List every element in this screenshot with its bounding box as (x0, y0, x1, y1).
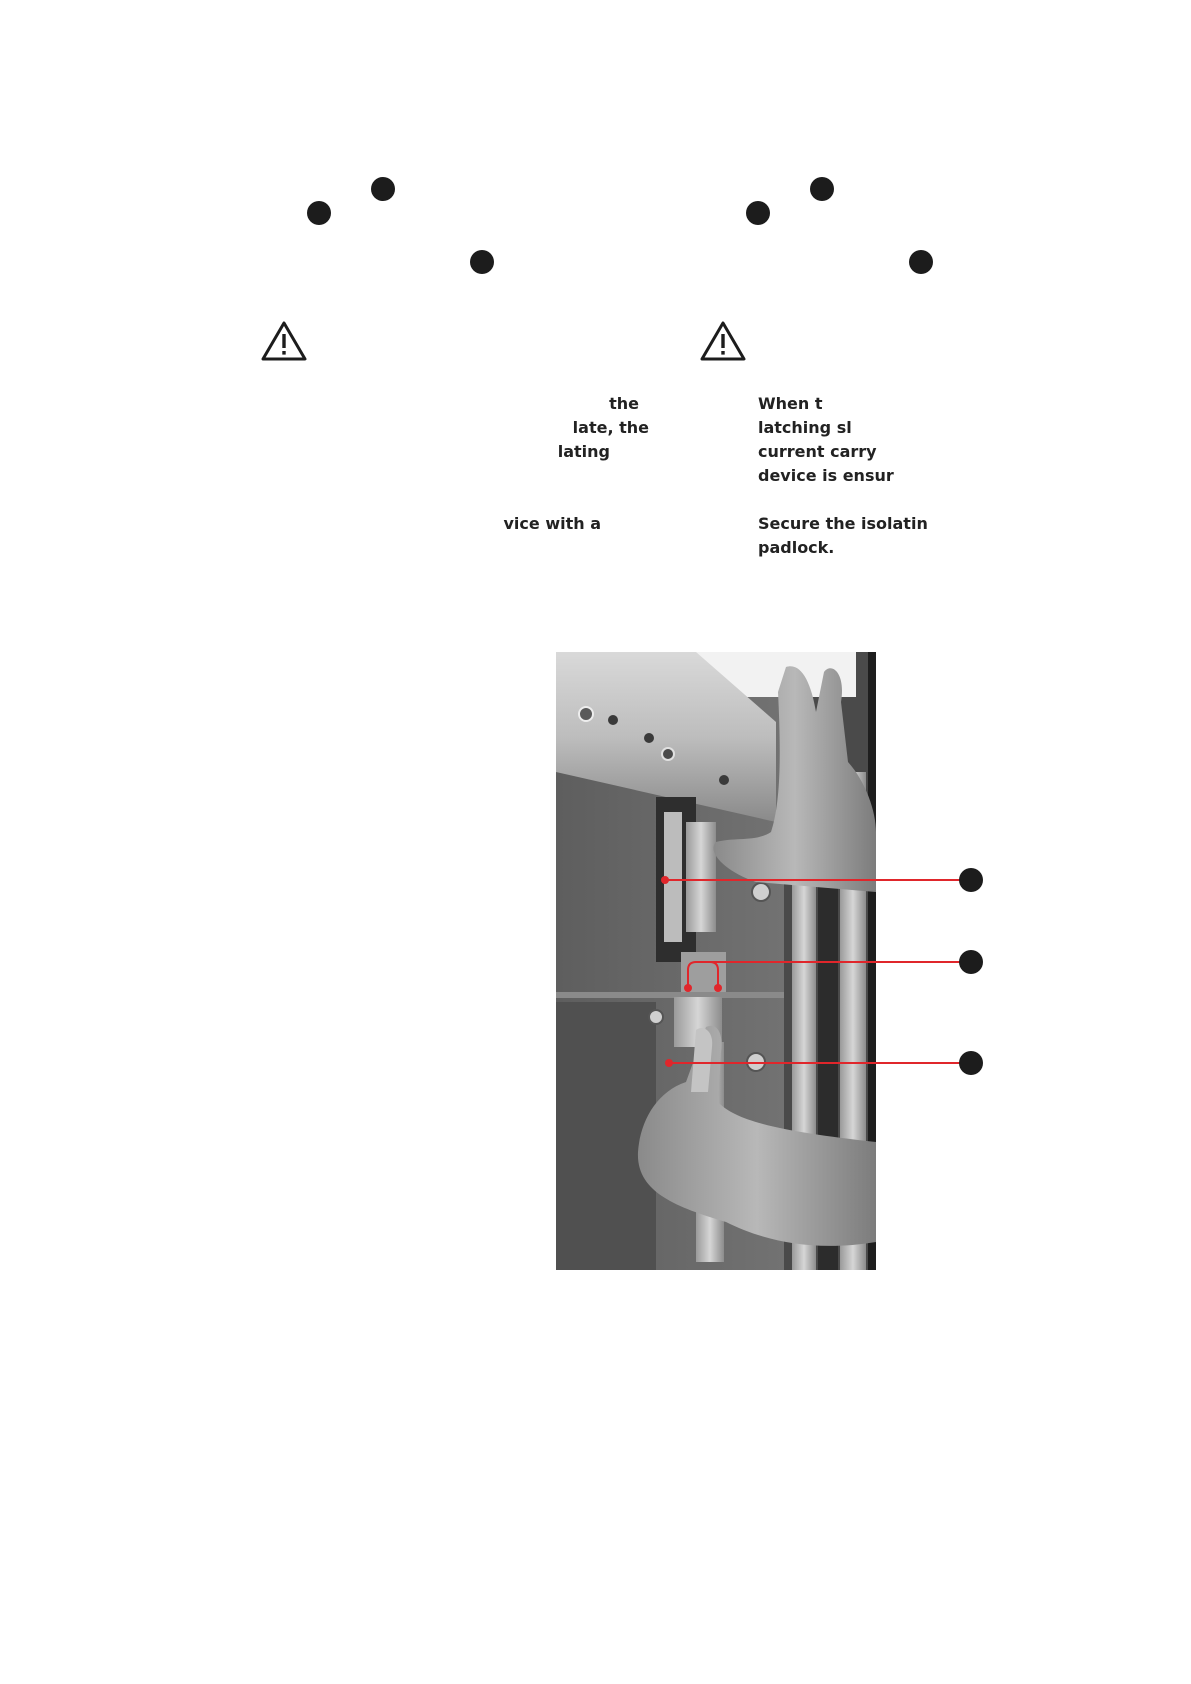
left-text-line-3: lating (557, 442, 610, 461)
left-text-line-2: late, the (572, 418, 649, 437)
callout-marker-icon (470, 250, 494, 274)
right-text-line-6: Secure the isolatin (758, 514, 928, 533)
right-text-line-4: device is ensur (758, 466, 894, 485)
right-text-line-7: padlock. (758, 538, 835, 557)
callout-marker-icon (746, 201, 770, 225)
warning-triangle-icon (260, 320, 308, 362)
callout-marker-icon (810, 177, 834, 201)
right-text-line-1: When t (758, 394, 823, 413)
callout-marker-icon (959, 950, 983, 974)
right-text-line-3: current carry (758, 442, 877, 461)
switchgear-photo (556, 652, 876, 1270)
callout-marker-icon (909, 250, 933, 274)
callout-marker-icon (307, 201, 331, 225)
callout-marker-icon (371, 177, 395, 201)
callout-marker-icon (959, 868, 983, 892)
left-text-line-5: vice with a (503, 514, 601, 533)
right-text-line-2: latching sl (758, 418, 852, 437)
callout-marker-icon (959, 1051, 983, 1075)
warning-triangle-icon (699, 320, 747, 362)
left-text-line-1: the (609, 394, 639, 413)
